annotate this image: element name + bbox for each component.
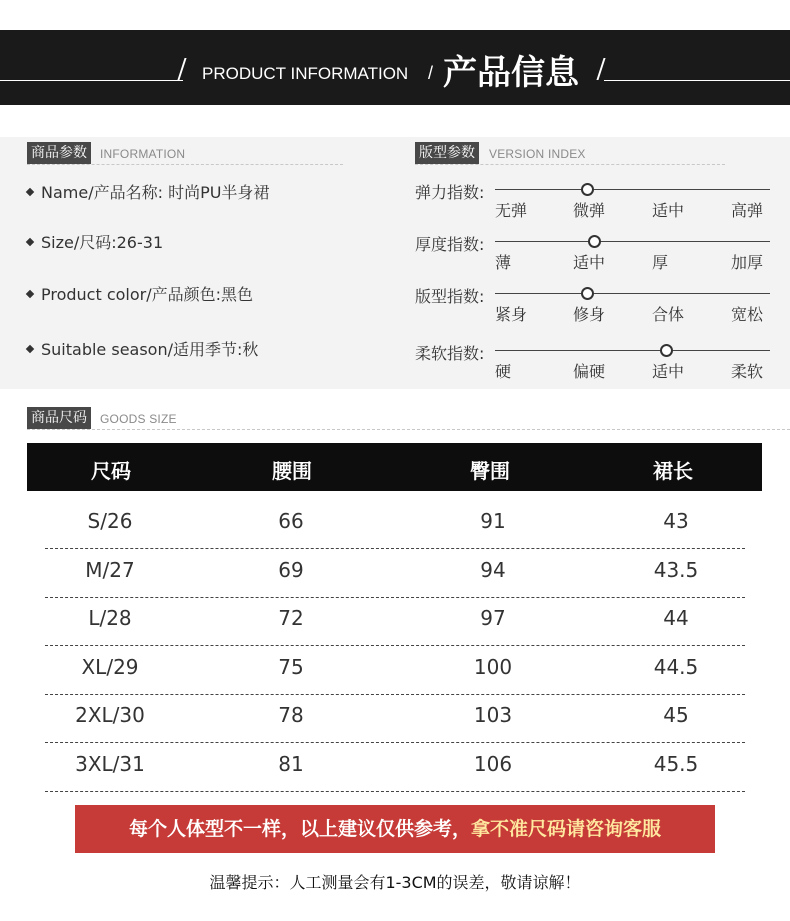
version-index-option: 厚 bbox=[652, 253, 669, 272]
table-cell: 3XL/31 bbox=[75, 752, 145, 776]
version-index-option: 柔软 bbox=[731, 362, 764, 381]
table-cell: 45 bbox=[663, 703, 689, 728]
version-index-track bbox=[495, 189, 770, 190]
table-cell: 45.5 bbox=[653, 752, 699, 776]
diamond-bullet-icon bbox=[26, 344, 34, 352]
version-index-row bbox=[415, 341, 770, 385]
info-item-color bbox=[27, 282, 253, 305]
table-cell: 78 bbox=[278, 703, 304, 728]
info-item-size bbox=[27, 230, 163, 253]
diamond-bullet-icon bbox=[26, 237, 34, 245]
version-index-track bbox=[495, 350, 770, 351]
banner-title-separator: / bbox=[428, 63, 434, 83]
version-section-rule bbox=[415, 164, 725, 165]
version-index-track bbox=[495, 293, 770, 294]
banner-line-right bbox=[604, 80, 790, 81]
table-row bbox=[45, 596, 745, 646]
table-row bbox=[45, 645, 745, 695]
header-cell-size: 尺码 bbox=[91, 459, 131, 483]
version-index-row bbox=[415, 180, 770, 224]
table-cell: 81 bbox=[278, 752, 304, 776]
table-cell: 72 bbox=[278, 606, 304, 631]
table-cell: 94 bbox=[480, 557, 506, 582]
notice-highlight: 拿不准尺码请咨询客服 bbox=[471, 818, 662, 840]
version-index-row bbox=[415, 232, 770, 276]
banner-title-cn: 产品信息 bbox=[443, 53, 579, 93]
version-index-row bbox=[415, 284, 770, 328]
diamond-bullet-icon bbox=[26, 289, 34, 297]
version-index-option: 高弹 bbox=[731, 201, 764, 220]
table-cell: M/27 bbox=[85, 557, 135, 582]
version-index-option: 适中 bbox=[652, 362, 685, 381]
version-index-option: 宽松 bbox=[731, 305, 764, 324]
size-table-header bbox=[27, 443, 762, 491]
info-item-text: Product color/产品颜色:黑色 bbox=[41, 285, 254, 304]
size-section-tag: 商品尺码 bbox=[27, 407, 91, 429]
measurement-tip: 温馨提示：人工测量会有1-3CM的误差，敬请谅解！ bbox=[209, 873, 581, 892]
table-row bbox=[45, 742, 745, 792]
row-divider bbox=[45, 791, 745, 792]
table-cell: 69 bbox=[278, 557, 304, 582]
version-index-label: 弹力指数: bbox=[415, 183, 485, 202]
size-section-rule bbox=[27, 429, 790, 430]
version-section-subtitle: VERSION INDEX bbox=[489, 147, 586, 161]
table-cell: 97 bbox=[480, 606, 506, 631]
version-index-option: 适中 bbox=[573, 253, 606, 272]
notice-text: 每个人体型不一样，以上建议仅供参考， bbox=[128, 818, 471, 840]
version-index-option: 适中 bbox=[652, 201, 685, 220]
version-index-option: 微弹 bbox=[573, 201, 606, 220]
version-index-option: 无弹 bbox=[495, 201, 528, 220]
version-section-tag: 版型参数 bbox=[415, 142, 479, 164]
version-index-option: 紧身 bbox=[495, 305, 528, 324]
version-index-option: 修身 bbox=[573, 305, 606, 324]
table-row bbox=[45, 693, 745, 743]
version-index-option: 加厚 bbox=[731, 253, 764, 272]
version-index-option: 薄 bbox=[495, 253, 512, 272]
info-item-text: Suitable season/适用季节:秋 bbox=[41, 340, 259, 359]
info-item-text: Name/产品名称: 时尚PU半身裙 bbox=[41, 183, 270, 202]
table-cell: 43.5 bbox=[653, 557, 699, 582]
table-cell: 2XL/30 bbox=[75, 703, 145, 728]
version-index-marker-icon bbox=[660, 344, 673, 357]
table-cell: 66 bbox=[278, 509, 304, 533]
version-index-option: 硬 bbox=[495, 362, 512, 381]
version-index-label: 厚度指数: bbox=[415, 235, 485, 254]
version-index-option: 偏硬 bbox=[573, 362, 606, 381]
version-index-marker-icon bbox=[588, 235, 601, 248]
banner-title-en: PRODUCT INFORMATION bbox=[202, 64, 409, 83]
version-index-option: 合体 bbox=[652, 305, 685, 324]
version-index-marker-icon bbox=[581, 183, 594, 196]
version-index-track bbox=[495, 241, 770, 242]
header-cell-hip: 臀围 bbox=[470, 459, 510, 483]
table-cell: 43 bbox=[663, 509, 689, 533]
table-row bbox=[45, 548, 745, 598]
info-item-name bbox=[27, 180, 269, 203]
table-cell: 44 bbox=[663, 606, 689, 631]
notice-banner bbox=[75, 805, 715, 853]
version-index-label: 柔软指数: bbox=[415, 344, 485, 363]
table-cell: 75 bbox=[278, 654, 304, 679]
diamond-bullet-icon bbox=[26, 187, 34, 195]
table-cell: 44.5 bbox=[653, 654, 699, 679]
info-section-subtitle: INFORMATION bbox=[100, 147, 186, 161]
table-cell: L/28 bbox=[88, 606, 132, 631]
info-section-tag: 商品参数 bbox=[27, 142, 91, 164]
table-cell: S/26 bbox=[87, 509, 133, 533]
header-cell-waist: 腰围 bbox=[272, 459, 312, 483]
header-cell-length: 裙长 bbox=[653, 459, 693, 483]
info-item-text: Size/尺码:26-31 bbox=[41, 233, 164, 252]
version-index-label: 版型指数: bbox=[415, 287, 485, 306]
table-cell: 106 bbox=[473, 752, 513, 776]
table-cell: 103 bbox=[473, 703, 513, 728]
table-cell: XL/29 bbox=[81, 654, 139, 679]
version-index-marker-icon bbox=[581, 287, 594, 300]
banner-line-left bbox=[0, 80, 183, 81]
table-cell: 100 bbox=[473, 654, 513, 679]
table-row bbox=[45, 499, 745, 549]
table-cell: 91 bbox=[480, 509, 506, 533]
size-section-subtitle: GOODS SIZE bbox=[100, 412, 177, 426]
info-section-rule bbox=[27, 164, 343, 165]
info-item-season bbox=[27, 337, 258, 360]
